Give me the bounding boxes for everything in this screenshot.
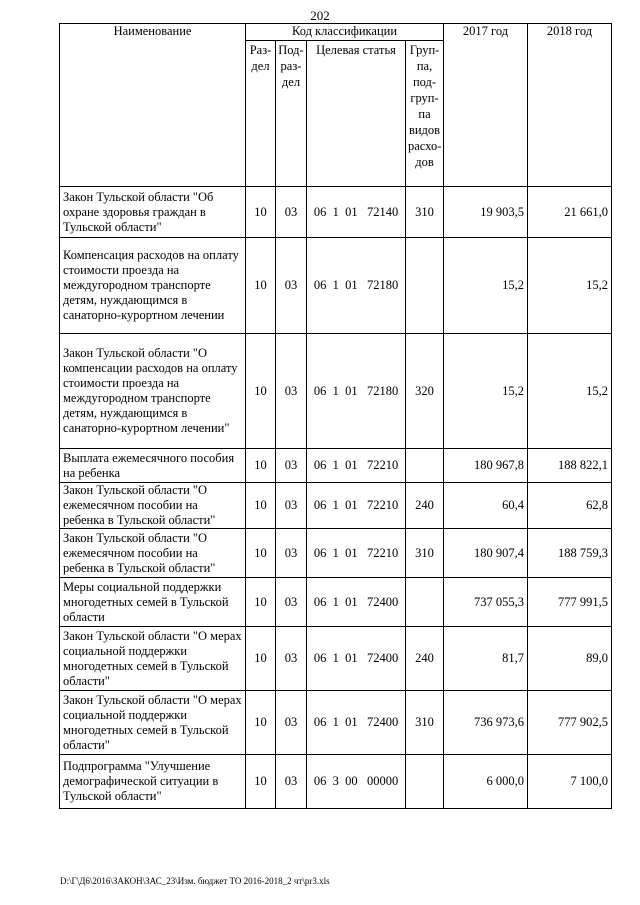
row-amount-2018: 89,0 bbox=[528, 627, 612, 691]
row-amount-2018: 21 661,0 bbox=[528, 187, 612, 238]
row-section: 10 bbox=[246, 578, 276, 627]
row-section: 10 bbox=[246, 334, 276, 449]
header-target: Целевая статья bbox=[307, 41, 406, 187]
row-subsection: 03 bbox=[276, 334, 307, 449]
row-amount-2018: 188 822,1 bbox=[528, 449, 612, 483]
row-target-article: 06 1 01 72400 bbox=[307, 691, 406, 755]
row-target-article: 06 1 01 72210 bbox=[307, 449, 406, 483]
row-expense-group: 310 bbox=[406, 187, 444, 238]
row-amount-2018: 15,2 bbox=[528, 238, 612, 334]
row-amount-2018: 188 759,3 bbox=[528, 529, 612, 578]
row-amount-2017: 15,2 bbox=[444, 238, 528, 334]
header-2018: 2018 год bbox=[528, 24, 612, 187]
file-path: D:\Г\Д6\2016\ЗАКОН\ЗАС_23\Изм. бюджет ТО 2016-2018_2 чт\pr3.xls bbox=[60, 876, 330, 886]
row-target-article: 06 3 00 00000 bbox=[307, 755, 406, 809]
row-expense-group: 320 bbox=[406, 334, 444, 449]
row-amount-2018: 62,8 bbox=[528, 483, 612, 529]
row-expense-group bbox=[406, 578, 444, 627]
table-body bbox=[60, 187, 612, 809]
row-subsection: 03 bbox=[276, 578, 307, 627]
row-amount-2017: 180 907,4 bbox=[444, 529, 528, 578]
row-section: 10 bbox=[246, 238, 276, 334]
row-expense-group bbox=[406, 755, 444, 809]
row-expense-group bbox=[406, 238, 444, 334]
row-section: 10 bbox=[246, 483, 276, 529]
row-subsection: 03 bbox=[276, 449, 307, 483]
row-amount-2017: 19 903,5 bbox=[444, 187, 528, 238]
table-row bbox=[60, 334, 612, 449]
row-amount-2017: 737 055,3 bbox=[444, 578, 528, 627]
row-expense-group: 310 bbox=[406, 529, 444, 578]
table-row bbox=[60, 627, 612, 691]
row-section: 10 bbox=[246, 187, 276, 238]
row-amount-2017: 15,2 bbox=[444, 334, 528, 449]
row-amount-2017: 180 967,8 bbox=[444, 449, 528, 483]
row-subsection: 03 bbox=[276, 483, 307, 529]
row-target-article: 06 1 01 72180 bbox=[307, 238, 406, 334]
row-name: Закон Тульской области "Об охране здоровья граждан в Тульской области" bbox=[60, 187, 246, 238]
row-amount-2018: 777 902,5 bbox=[528, 691, 612, 755]
table-row bbox=[60, 187, 612, 238]
header-section: Раз- дел bbox=[246, 41, 276, 187]
row-name: Закон Тульской области "О мерах социальной поддержки многодетных семей в Тульской области" bbox=[60, 627, 246, 691]
row-subsection: 03 bbox=[276, 627, 307, 691]
table-row bbox=[60, 238, 612, 334]
row-amount-2017: 81,7 bbox=[444, 627, 528, 691]
header-2017: 2017 год bbox=[444, 24, 528, 187]
row-subsection: 03 bbox=[276, 187, 307, 238]
row-target-article: 06 1 01 72180 bbox=[307, 334, 406, 449]
row-target-article: 06 1 01 72400 bbox=[307, 627, 406, 691]
header-code: Код классификации bbox=[246, 24, 444, 41]
row-name: Компенсация расходов на оплату стоимости проезда на междугородном транспорте детям, нуждающимся в санаторно-курортном лечении bbox=[60, 238, 246, 334]
row-target-article: 06 1 01 72400 bbox=[307, 578, 406, 627]
row-name: Закон Тульской области "О компенсации расходов на оплату стоимости проезда на междугородном транспорте детям, нуждающимся в санаторно-курортном лечении" bbox=[60, 334, 246, 449]
row-target-article: 06 1 01 72210 bbox=[307, 483, 406, 529]
row-expense-group: 310 bbox=[406, 691, 444, 755]
row-amount-2017: 736 973,6 bbox=[444, 691, 528, 755]
row-amount-2017: 6 000,0 bbox=[444, 755, 528, 809]
header-group: Груп- па, под- груп- па видов расхо- дов bbox=[406, 41, 444, 187]
row-subsection: 03 bbox=[276, 755, 307, 809]
table-row bbox=[60, 449, 612, 483]
row-section: 10 bbox=[246, 529, 276, 578]
table-row bbox=[60, 578, 612, 627]
row-name: Закон Тульской области "О ежемесячном пособии на ребенка в Тульской области" bbox=[60, 483, 246, 529]
row-section: 10 bbox=[246, 691, 276, 755]
row-amount-2018: 777 991,5 bbox=[528, 578, 612, 627]
header-name: Наименование bbox=[60, 24, 246, 187]
row-section: 10 bbox=[246, 755, 276, 809]
row-subsection: 03 bbox=[276, 529, 307, 578]
row-name: Меры социальной поддержки многодетных семей в Тульской области bbox=[60, 578, 246, 627]
row-section: 10 bbox=[246, 449, 276, 483]
row-name: Закон Тульской области "О мерах социальной поддержки многодетных семей в Тульской области" bbox=[60, 691, 246, 755]
row-subsection: 03 bbox=[276, 691, 307, 755]
table-row bbox=[60, 529, 612, 578]
table-row bbox=[60, 755, 612, 809]
row-section: 10 bbox=[246, 627, 276, 691]
row-expense-group: 240 bbox=[406, 483, 444, 529]
row-amount-2018: 15,2 bbox=[528, 334, 612, 449]
row-amount-2018: 7 100,0 bbox=[528, 755, 612, 809]
budget-table bbox=[59, 23, 612, 809]
table-row bbox=[60, 483, 612, 529]
page-number: 202 bbox=[310, 8, 330, 23]
row-name: Закон Тульской области "О ежемесячном пособии на ребенка в Тульской области" bbox=[60, 529, 246, 578]
row-name: Выплата ежемесячного пособия на ребенка bbox=[60, 449, 246, 483]
row-name: Подпрограмма "Улучшение демографической ситуации в Тульской области" bbox=[60, 755, 246, 809]
row-target-article: 06 1 01 72210 bbox=[307, 529, 406, 578]
row-expense-group bbox=[406, 449, 444, 483]
row-target-article: 06 1 01 72140 bbox=[307, 187, 406, 238]
row-amount-2017: 60,4 bbox=[444, 483, 528, 529]
header-subsection: Под- раз- дел bbox=[276, 41, 307, 187]
table-row bbox=[60, 691, 612, 755]
row-expense-group: 240 bbox=[406, 627, 444, 691]
row-subsection: 03 bbox=[276, 238, 307, 334]
